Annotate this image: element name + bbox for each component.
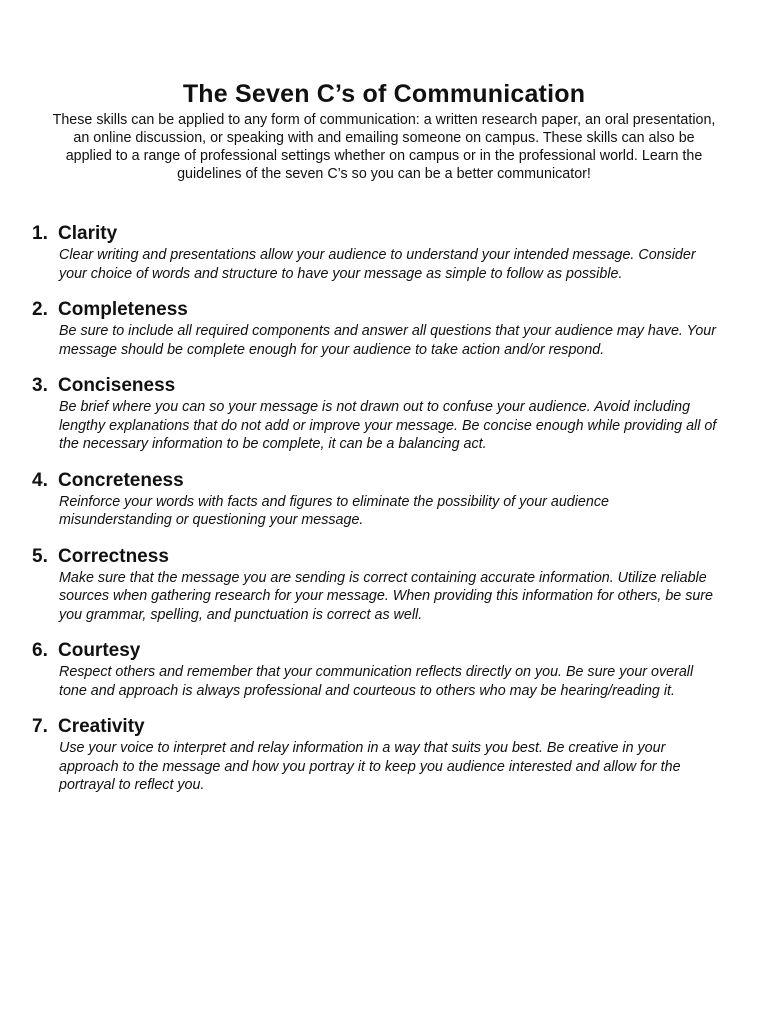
item-description: Respect others and remember that your communication reflects directly on you. Be sure your overall tone and approach is always professional and courteous to others who may be hearing/reading it. xyxy=(59,664,694,699)
item-description: Make sure that the message you are sending is correct containing accurate information. Utilize reliable sources when gathering research for your message. When providing this information for others, be sure you grammar, spelling, and punctuation is correct as well. xyxy=(59,569,714,623)
item-number: 2. xyxy=(32,299,48,320)
item-number: 7. xyxy=(32,716,48,737)
list-item-creativity xyxy=(32,715,722,795)
item-title: Conciseness xyxy=(58,375,176,396)
seven-cs-list xyxy=(32,222,722,810)
item-title: Courtesy xyxy=(58,640,141,661)
item-description: Clear writing and presentations allow your audience to understand your intended message. Consider your choice of words and structure to have your message as simple to follow as possible. xyxy=(59,247,696,282)
list-item-completeness xyxy=(32,298,722,359)
item-heading xyxy=(32,222,722,246)
item-heading xyxy=(32,469,722,493)
item-title: Concreteness xyxy=(58,469,184,491)
item-title: Creativity xyxy=(58,716,145,737)
list-item-concreteness xyxy=(32,469,722,530)
item-title: Clarity xyxy=(58,223,118,244)
list-item-conciseness xyxy=(32,374,722,454)
item-description: Be brief where you can so your message is not drawn out to confuse your audience. Avoid including lengthy explanations that do not add or improve your message. Be concise enough while providing all of the necessary information to be complete, it can be a balancing act. xyxy=(59,399,717,452)
list-item-clarity xyxy=(32,222,722,283)
list-item-correctness xyxy=(32,545,722,625)
item-description: Be sure to include all required components and answer all questions that your audience may have. Your message should be complete enough for your audience to take action and/or respond. xyxy=(59,323,717,358)
item-heading xyxy=(32,545,722,569)
item-description: Reinforce your words with facts and figures to eliminate the possibility of your audience misunderstanding or questioning your message. xyxy=(59,493,609,528)
item-heading xyxy=(32,639,722,663)
item-description: Use your voice to interpret and relay information in a way that suits you best. Be creative in your approach to the message and how you portray it to keep you audience interested and allow for the portrayal to reflect you. xyxy=(59,740,681,793)
item-number: 5. xyxy=(32,545,48,567)
item-number: 6. xyxy=(32,640,48,661)
item-number: 3. xyxy=(32,375,48,396)
item-number: 4. xyxy=(32,469,48,491)
item-heading xyxy=(32,374,722,398)
list-item-courtesy xyxy=(32,639,722,700)
item-heading xyxy=(32,298,722,322)
document-title: The Seven C’s of Communication xyxy=(182,80,586,108)
item-heading xyxy=(32,715,722,739)
item-number: 1. xyxy=(32,223,48,244)
item-title: Completeness xyxy=(58,299,188,320)
item-title: Correctness xyxy=(58,545,169,567)
intro-paragraph: These skills can be applied to any form of communication: a written research paper, an oral presentation, an online discussion, or speaking with and emailing someone on campus. These skills can also be applied to a range of professional settings whether on campus or in the professional world. Learn the guidelines of the seven C’s so you can be a better communicator! xyxy=(52,112,716,182)
